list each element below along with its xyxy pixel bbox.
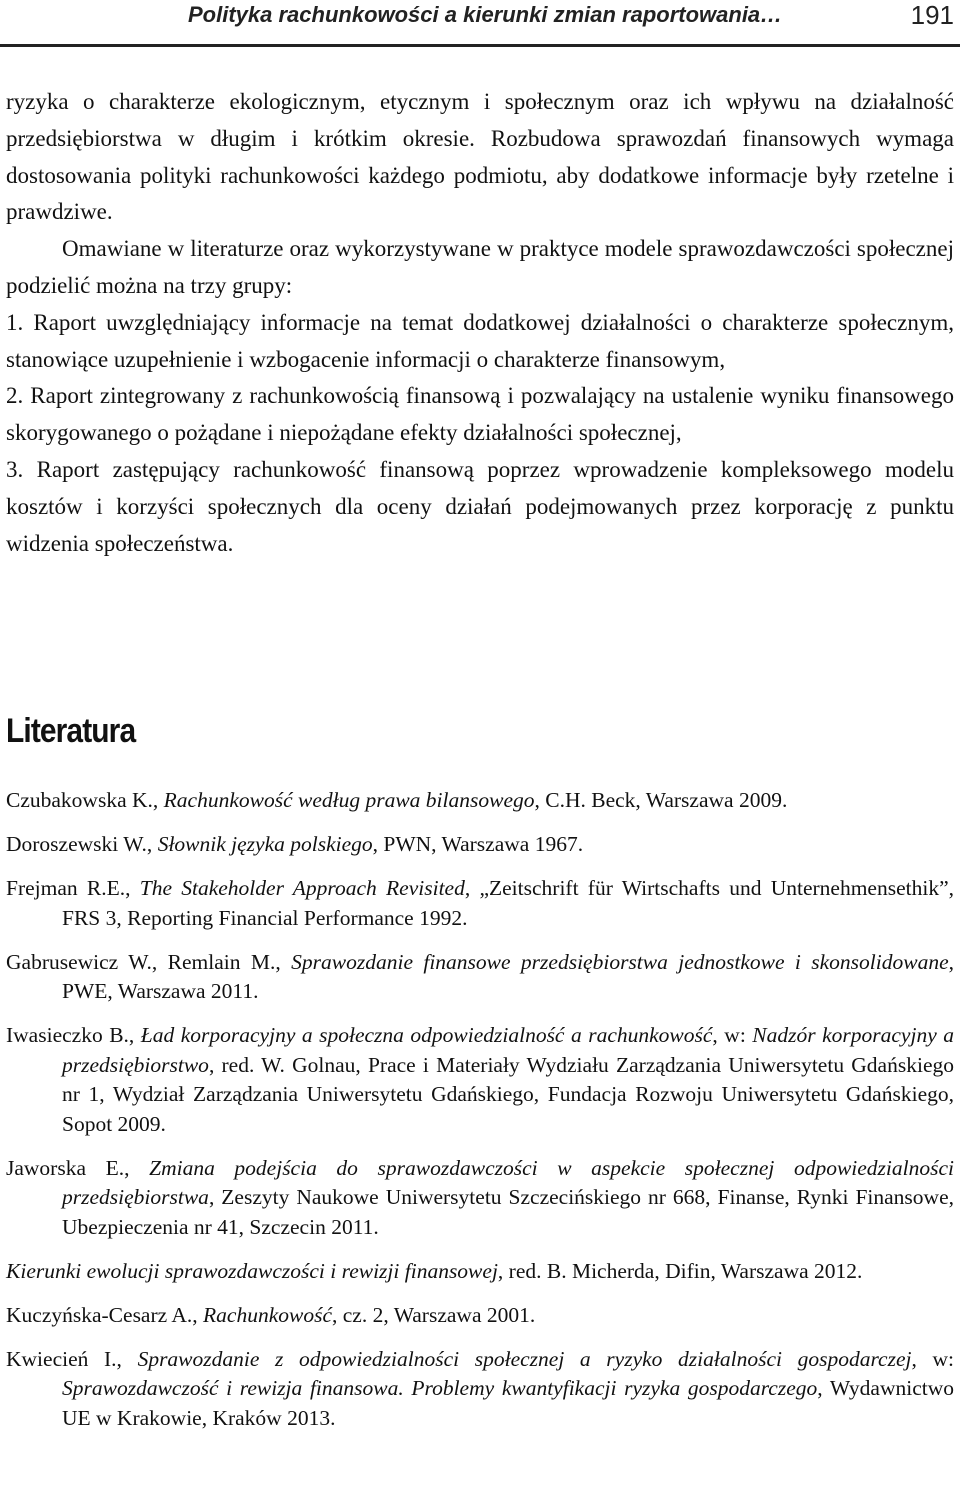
reference-title: Ład korporacyjny a społeczna odpowiedzialność a rachunkowość [140, 1023, 713, 1047]
page-number: 191 [910, 0, 954, 30]
reference-entry [6, 1257, 954, 1287]
paragraph: ryzyka o charakterze ekologicznym, etycznym i społecznym oraz ich wpływu na działalność przedsiębiorstwa w długim i krótkim okresie. Rozbudowa sprawozdań finansowych wymaga dostosowania polityki rachunkowości każdego podmiotu, aby dodatkowe informacje były rzetelne i prawdziwe. [6, 89, 954, 225]
reference-title: Sprawozdanie finansowe przedsiębiorstwa jednostkowe i skonsolidowane [291, 949, 949, 974]
list-item: 1. Raport uwzględniający informacje na temat dodatkowej działalności o charakterze społecznym, stanowiące uzupełnienie i wzbogacenie informacji o charakterze finansowym, [6, 309, 954, 372]
reference-entry [6, 1345, 954, 1434]
running-title: Polityka rachunkowości a kierunki zmian raportowania… [188, 2, 783, 27]
reference-details: , „Zeitschrift für Wirtschafts und Unternehmensethik”, FRS 3, Reporting Financial Performance 1992. [62, 876, 954, 930]
body-text [6, 84, 954, 562]
reference-author: Gabrusewicz W., Remlain M., [6, 949, 292, 974]
reference-entry [6, 1021, 954, 1139]
reference-entry [6, 1301, 954, 1331]
reference-author: Iwasieczko B., [6, 1023, 141, 1047]
paragraph: Omawiane w literaturze oraz wykorzystywane w praktyce modele sprawozdawczości społecznej podzielić można na trzy grupy: [6, 236, 954, 298]
reference-title: Rachunkowość według prawa bilansowego [163, 788, 535, 812]
reference-author: Kwiecień I., [6, 1346, 138, 1371]
reference-source-title: Nadzór korporacyjny a przedsiębiorstwo [62, 1023, 954, 1077]
reference-details: , PWE, Warszawa 2011. [62, 949, 954, 1003]
reference-details: , Zeszyty Naukowe Uniwersytetu Szczecińskiego nr 668, Finanse, Rynki Finansowe, Ubezpieczenia nr 41, Szczecin 2011. [62, 1185, 954, 1239]
reference-details: , C.H. Beck, Warszawa 2009. [534, 788, 788, 812]
reference-details: , PWN, Warszawa 1967. [372, 832, 584, 856]
reference-source-title: Sprawozdawczość i rewizja finansowa. Problemy kwantyfikacji ryzyka gospodarczego [62, 1376, 818, 1400]
reference-entry [6, 1154, 954, 1243]
reference-title: Słownik języka polskiego [157, 832, 373, 856]
reference-title: Kierunki ewolucji sprawozdawczości i rewizji finansowej [6, 1258, 498, 1283]
list-item: 2. Raport zintegrowany z rachunkowością finansową i pozwalający na ustalenie wyniku finansowego skorygowanego o pożądane i niepożądane efekty działalności społecznej, [6, 383, 954, 446]
reference-details: , red. B. Micherda, Difin, Warszawa 2012. [497, 1258, 863, 1283]
literature-heading: Literatura [6, 712, 136, 750]
reference-title: The Stakeholder Approach Revisited [139, 876, 465, 900]
reference-title: Rachunkowość [203, 1302, 332, 1327]
reference-entry [6, 948, 954, 1007]
list-item: 3. Raport zastępujący rachunkowość finansową poprzez wprowadzenie kompleksowego modelu kosztów i korzyści społecznych dla oceny działań podejmowanych przez korporację z punktu widzenia społeczeństwa. [6, 456, 954, 556]
reference-entry [6, 874, 954, 933]
running-header [0, 0, 960, 47]
reference-title: Zmiana podejścia do sprawozdawczości w aspekcie społecznej odpowiedzialności przedsiębiorstwa [62, 1155, 954, 1209]
reference-title: Sprawozdanie z odpowiedzialności społecznej a ryzyko działalności gospodarczej [137, 1346, 912, 1371]
reference-author: Jaworska E., [6, 1155, 150, 1180]
reference-author: Kuczyńska-Cesarz A., [6, 1302, 204, 1327]
reference-entry [6, 830, 954, 860]
reference-connector: , w: [712, 1023, 753, 1047]
reference-entry [6, 786, 954, 816]
reference-details: , Wydawnictwo UE w Krakowie, Kraków 2013. [62, 1376, 954, 1430]
reference-author: Frejman R.E., [6, 876, 140, 900]
reference-details: , red. W. Golnau, Prace i Materiały Wydziału Zarządzania Uniwersytetu Gdańskiego nr 1, Wydział Zarządzania Uniwersytetu Gdańskiego, Fundacja Rozwoju Uniwersytetu Gdańskiego, Sopot 2009. [62, 1052, 954, 1136]
reference-author: Doroszewski W., [6, 832, 158, 856]
reference-list [6, 786, 954, 1448]
reference-connector: , w: [911, 1346, 954, 1371]
reference-details: , cz. 2, Warszawa 2001. [332, 1302, 536, 1327]
reference-author: Czubakowska K., [6, 788, 164, 812]
